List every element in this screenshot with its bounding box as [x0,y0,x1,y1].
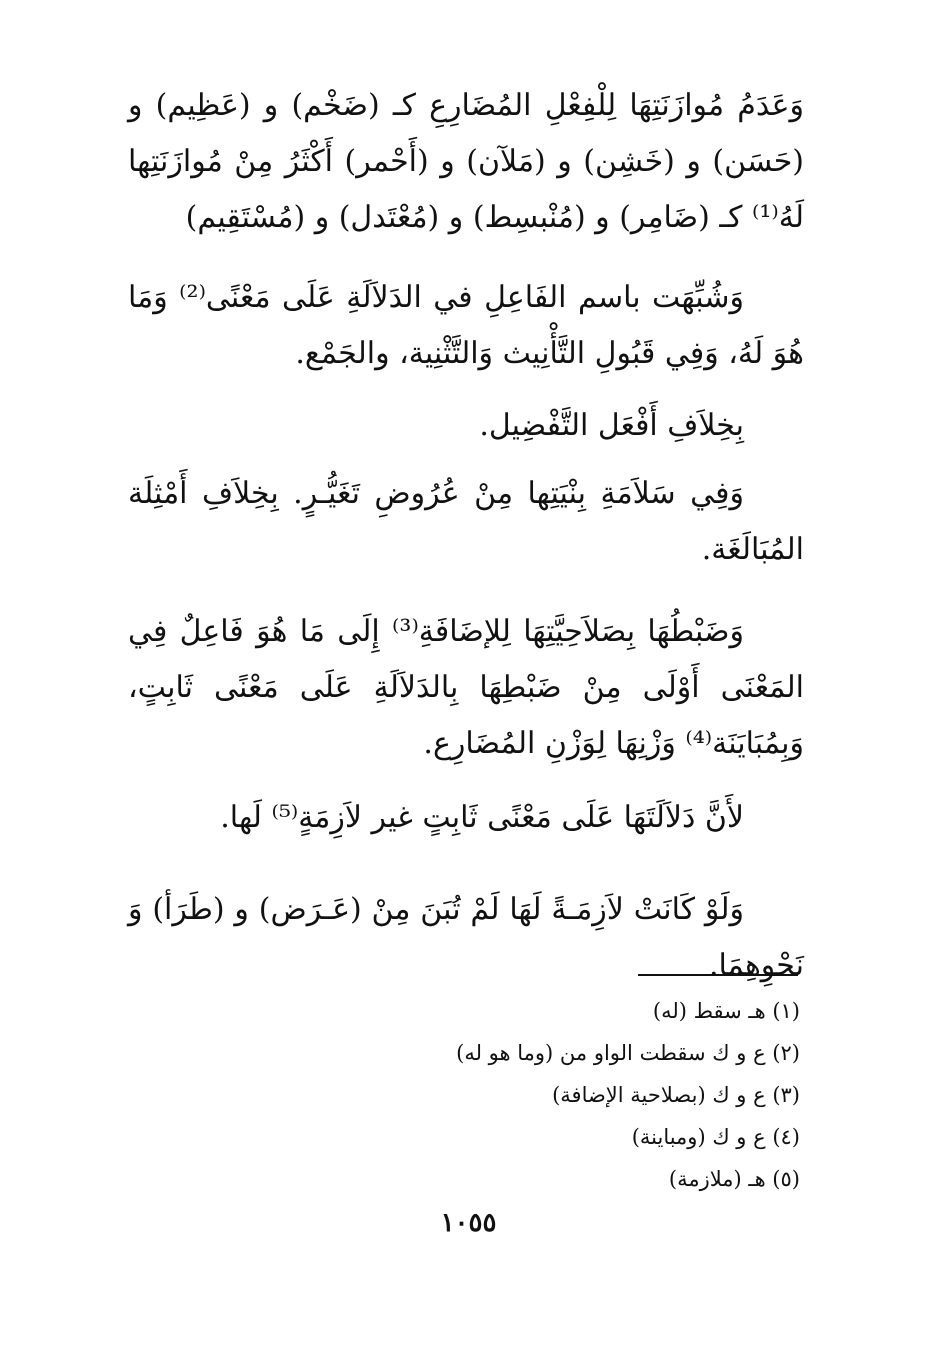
paragraph-5: وَضَبْطُهَا بِصَلاَحِيَّتِهَا لِلإضَافَةِ⁽³⁾ إِلَى مَا هُوَ فَاعِلٌ فِي المَعْنَى أَوْلَى مِنْ ضَبْطِهَا بِالدَلاَلَةِ عَلَى مَعْنًى ثَابِتٍ، وَبِمُبَايَنَة⁽⁴⁾ وَزْنِهَا لِوَزْنِ المُضَارِع. [128,614,804,761]
footnotes-block [200,990,800,1200]
footnote-1: (١) هـ سقط (له) [652,999,800,1023]
page-number: ١٠٥٥ [440,1208,497,1238]
paragraph-7: وَلَوْ كَانَتْ لاَزِمَـةً لَهَا لَمْ تُبَنَ مِنْ (عَـرَض) و (طَرَأ) وَ نَحْوِهِمَا. [128,892,804,983]
footnote-2: (٢) ع و ك سقطت الواو من (وما هو له) [456,1041,800,1065]
footnote-divider [638,974,798,976]
footnote-4: (٤) ع و ك (ومباينة) [631,1125,800,1149]
paragraph-3: بِخِلاَفِ أَفْعَل التَّفْضِيل. [479,408,744,443]
footnote-3: (٣) ع و ك (بصلاحية الإضافة) [552,1083,800,1107]
paragraph-4: وَفِي سَلاَمَةِ بِنْيَتِها مِنْ عُرُوضِ تَغَيُّـرٍ. بِخِلاَفِ أَمْثِلَة المُبَالَغَة. [128,476,804,567]
footnote-5: (٥) هـ (ملازمة) [668,1167,800,1191]
paragraph-2: وَشُبِّهَت باسم الفَاعِلِ في الدَلاَلَةِ عَلَى مَعْنًى⁽²⁾ وَمَا هُوَ لَهُ، وَفِي قَبُولِ التَّأْنِيث وَالتَّثْنِية، والجَمْع. [128,280,804,371]
paragraph-1: وَعَدَمُ مُوازَنَتِهَا لِلْفِعْلِ المُضَارِعِ كـ (ضَخْم) و (عَظِيم) و (حَسَن) و (خَشِن) و (مَلآن) و (أَحْمر) أَكْثَرُ مِنْ مُوازَنَتِها لَهُ⁽¹⁾ كـ (ضَامِر) و (مُنْبسِط) و (مُعْتَدل) و (مُسْتَقِيم) [128,88,804,235]
main-text-block [128,78,804,994]
paragraph-6: لأَنَّ دَلاَلَتَهَا عَلَى مَعْنًى ثَابِتٍ غير لاَزِمَةٍ⁽⁵⁾ لَها. [220,800,744,835]
